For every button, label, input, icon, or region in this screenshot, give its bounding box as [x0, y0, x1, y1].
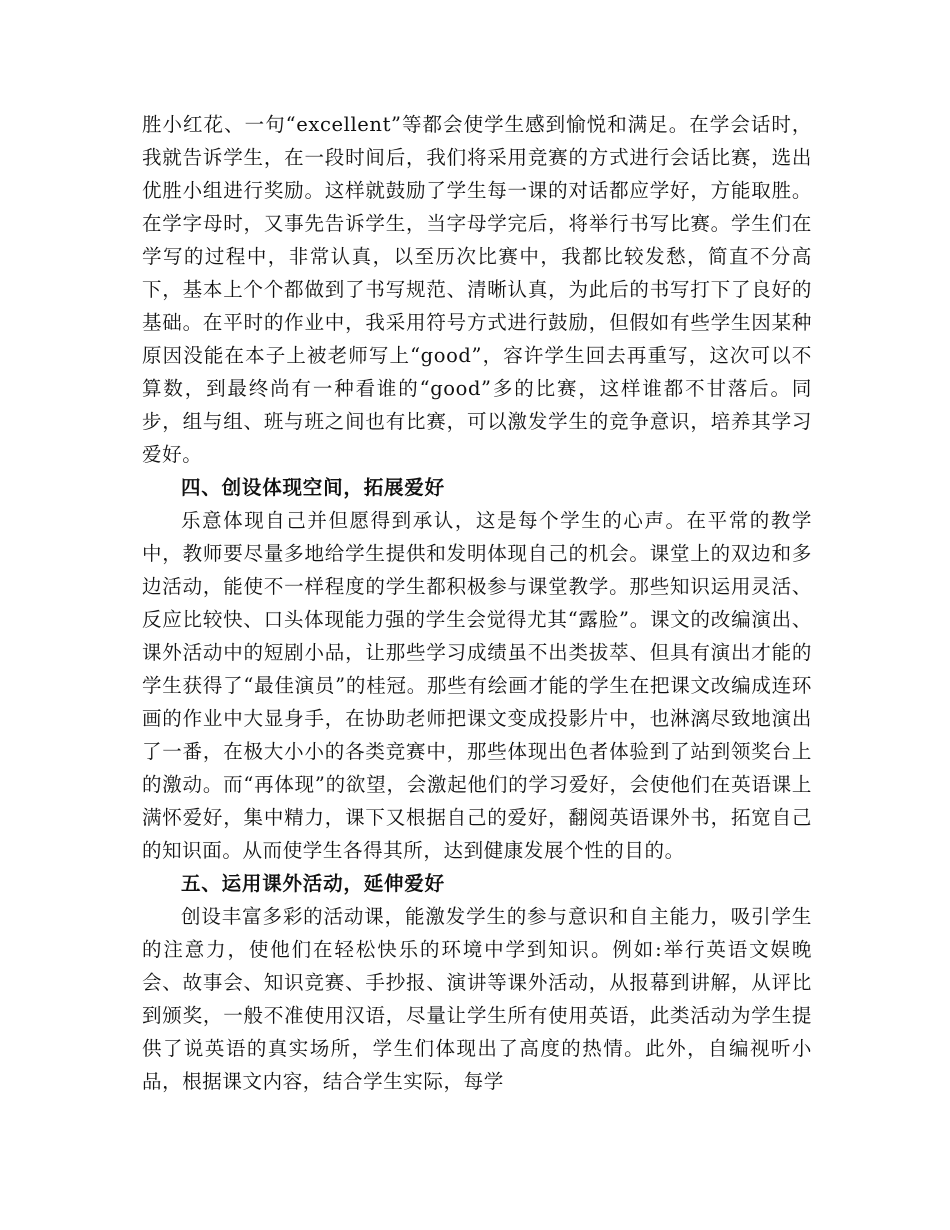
section-heading-5: 五、运用课外活动，延伸爱好 — [181, 872, 445, 895]
body-paragraph-3: 创设丰富多彩的活动课，能激发学生的参与意识和自主能力，吸引学生的注意力，使他们在轻松快乐的环境中学到知识。例如:举行英语文娱晚会、故事会、知识竞赛、手抄报、演讲等课外活动，从报幕到讲解，从评比到颁奖，一般不准使用汉语，尽量让学生所有使用英语，此类活动为学生提供了说英语的真实场所，学生们体现出了高度的热情。此外，自编视听小品，根据课文内容，结合学生实际，每学 — [142, 905, 812, 1093]
document-body — [142, 108, 812, 1098]
body-paragraph-1: 胜小红花、一句“excellent”等都会使学生感到愉悦和满足。在学会话时，我就告诉学生，在一段时间后，我们将采用竞赛的方式进行会话比赛，选出优胜小组进行奖励。这样就鼓励了学生每一课的对话都应学好，方能取胜。在学字母时，又事先告诉学生，当字母学完后，将举行书写比赛。学生们在学写的过程中，非常认真，以至历次比赛中，我都比较发愁，简直不分高下，基本上个个都做到了书写规范、清晰认真，为此后的书写打下了良好的基础。在平时的作业中，我采用符号方式进行鼓励，但假如有些学生因某种原因没能在本子上被老师写上“good”，容许学生回去再重写，这次可以不算数，到最终尚有一种看谁的“good”多的比赛，这样谁都不甘落后。同步，组与组、班与班之间也有比赛，可以激发学生的竞争意识，培养其学习爱好。 — [142, 113, 812, 466]
section-heading-4: 四、创设体现空间，拓展爱好 — [181, 476, 445, 499]
body-paragraph-2: 乐意体现自己并但愿得到承认，这是每个学生的心声。在平常的教学中，教师要尽量多地给学生提供和发明体现自己的机会。课堂上的双边和多边活动，能使不一样程度的学生都积极参与课堂教学。那些知识运用灵活、反应比较快、口头体现能力强的学生会觉得尤其“露脸”。课文的改编演出、课外活动中的短剧小品，让那些学习成绩虽不出类拔萃、但具有演出才能的学生获得了“最佳演员”的桂冠。那些有绘画才能的学生在把课文改编成连环画的作业中大显身手，在协助老师把课文变成投影片中，也淋漓尽致地演出了一番，在极大小小的各类竞赛中，那些体现出色者体验到了站到领奖台上的激动。而“再体现”的欲望，会激起他们的学习爱好，会使他们在英语课上满怀爱好，集中精力，课下又根据自己的爱好，翻阅英语课外书，拓宽自己的知识面。从而使学生各得其所，达到健康发展个性的目的。 — [142, 509, 812, 862]
